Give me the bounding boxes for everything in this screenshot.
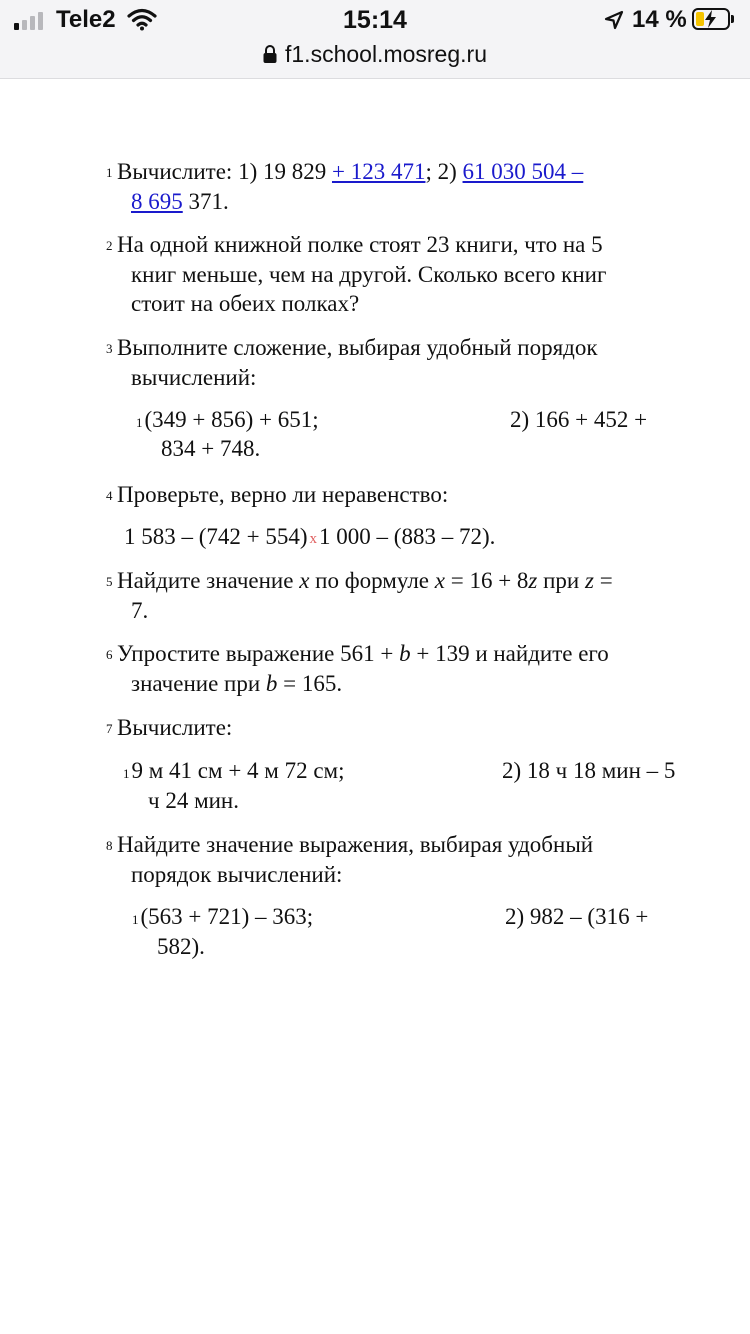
lock-icon bbox=[263, 43, 277, 70]
question-text: На одной книжной полке стоят 23 книги, что на 5 bbox=[117, 232, 603, 257]
subtask-7-2-continued: ч 24 мин. bbox=[148, 788, 239, 813]
question-6: 6 Упростите выражение 561 + b + 139 и найдите его значение при b = 165. bbox=[106, 641, 609, 696]
answer-link-1[interactable]: + 123 471 bbox=[331, 159, 426, 184]
clock: 15:14 bbox=[343, 6, 407, 34]
question-text: стоит на обеих полках? bbox=[131, 291, 360, 316]
question-text: Найдите значение выражения, выбирая удобный bbox=[117, 832, 594, 857]
question-number: 6 bbox=[106, 647, 113, 662]
question-8 bbox=[106, 830, 697, 889]
url-text: f1.school.mosreg.ru bbox=[285, 41, 487, 67]
battery-percent: 14 % bbox=[632, 6, 687, 33]
carrier-name: Tele2 bbox=[56, 6, 116, 33]
subtask-8-1: 1(563 + 721) – 363; bbox=[132, 904, 314, 929]
question-text: вычислений: bbox=[131, 364, 257, 390]
browser-address-bar[interactable] bbox=[0, 40, 750, 79]
question-number: 4 bbox=[106, 488, 113, 503]
question-7 bbox=[106, 713, 697, 743]
subtask-3-2: 2) 166 + 452 + bbox=[510, 407, 648, 432]
answer-link-2-continued[interactable]: 8 695 bbox=[131, 188, 183, 214]
question-number: 7 bbox=[106, 721, 113, 736]
question-number: 5 bbox=[106, 574, 113, 589]
question-text: Проверьте, верно ли неравенство: bbox=[117, 482, 449, 507]
question-5: 5 Найдите значение x по формуле x = 16 + 8z при z = 7. bbox=[117, 566, 697, 625]
question-number: 2 bbox=[106, 238, 113, 253]
answer-link-2[interactable]: 61 030 504 – bbox=[462, 159, 584, 184]
subtask-3-1: 1(349 + 856) + 651; bbox=[136, 407, 319, 432]
subtask-3-2-continued: 834 + 748. bbox=[161, 436, 261, 461]
cross-mark: x bbox=[309, 531, 318, 547]
question-2 bbox=[106, 230, 697, 319]
inequality-expression: 1 583 – (742 + 554) x1 000 – (883 – 72). bbox=[124, 524, 496, 549]
location-arrow-icon bbox=[604, 10, 624, 35]
question-text: 7. bbox=[131, 597, 149, 623]
question-number: 3 bbox=[106, 341, 113, 356]
question-3 bbox=[106, 333, 697, 392]
status-bar bbox=[0, 0, 750, 40]
question-text: книг меньше, чем на другой. Сколько всего книг bbox=[131, 261, 607, 287]
battery-charging-icon bbox=[692, 8, 730, 30]
question-number: 8 bbox=[106, 838, 113, 853]
subtask-7-1: 19 м 41 см + 4 м 72 см; bbox=[123, 758, 345, 783]
subtask-8-2: 2) 982 – (316 + bbox=[505, 904, 649, 929]
question-text: порядок вычислений: bbox=[131, 861, 343, 887]
subtask-7-2: 2) 18 ч 18 мин – 5 bbox=[502, 758, 676, 783]
question-4 bbox=[106, 480, 697, 510]
question-text: Вычислите: bbox=[117, 715, 233, 740]
subtask-8-2-continued: 582). bbox=[157, 934, 205, 959]
question-1: 1 Вычислите: 1) 19 829 + 123 471; 2) 61 030 504 – 8 695 371. bbox=[106, 159, 584, 214]
question-number: 1 bbox=[106, 165, 113, 180]
url-display[interactable] bbox=[0, 41, 750, 70]
question-text: Выполните сложение, выбирая удобный порядок bbox=[117, 335, 598, 360]
